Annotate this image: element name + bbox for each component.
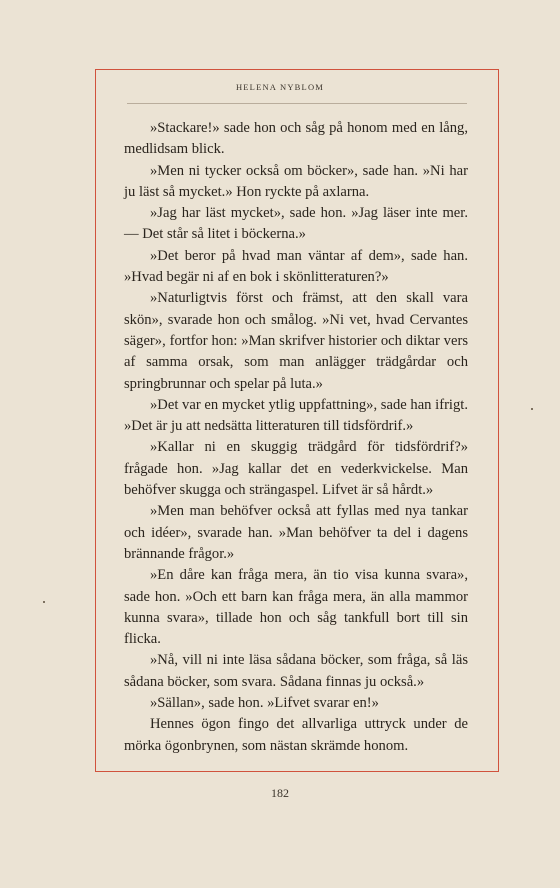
paragraph: »Men ni tycker också om böcker», sade han. »Ni har ju läst så mycket.» Hon ryckte på axlarna. bbox=[124, 162, 468, 200]
paragraph: »Jag har läst mycket», sade hon. »Jag läser inte mer. — Det står så litet i böckerna.» bbox=[124, 205, 468, 243]
body-text bbox=[124, 118, 468, 757]
paragraph: »En dåre kan fråga mera, än tio visa kunna svara», sade hon. »Och ett barn kan fråga mera, än alla mammor kunna svara», tillade hon och såg tankfull bort till sin flicka. bbox=[124, 567, 468, 648]
header-rule bbox=[127, 103, 467, 104]
paragraph: »Nå, vill ni inte läsa sådana böcker, som fråga, så läs sådana böcker, som svara. Sådana finnas ju också.» bbox=[124, 652, 468, 690]
paragraph: »Det var en mycket ytlig uppfattning», sade han ifrigt. »Det är ju att nedsätta litteraturen till tidsfördrif.» bbox=[124, 396, 468, 435]
page-number: 182 bbox=[271, 786, 289, 800]
paragraph: Hennes ögon fingo det allvarliga uttryck under de mörka ögonbrynen, som nästan skrämde honom. bbox=[124, 716, 468, 754]
paragraph: »Det beror på hvad man väntar af dem», sade han. »Hvad begär ni af en bok i skönlitteraturen?» bbox=[124, 247, 468, 286]
paragraph: »Stackare!» sade hon och såg på honom med en lång, medlidsam blick. bbox=[124, 120, 468, 158]
paragraph: »Kallar ni en skuggig trädgård för tidsfördrif?» frågade hon. »Jag kallar det en vederkvickelse. Man behöfver skugga och strängaspel. Lifvet är så hårdt.» bbox=[124, 439, 468, 499]
paragraph: »Naturligtvis först och främst, att den skall vara skön», svarade hon och smålog. »Ni vet, hvad Cervantes säger», fortfor hon: »Man skrifver historier och diktar vers af samma orsak, som man anlägger trädgårdar och springbrunnar och spelar på luta.» bbox=[124, 290, 468, 392]
paper-speck bbox=[531, 408, 533, 410]
paragraph: »Sällan», sade hon. »Lifvet svarar en!» bbox=[150, 695, 379, 712]
paragraph: »Men man behöfver också att fyllas med nya tankar och idéer», svarade han. »Man behöfver ta del i dagens brännande frågor.» bbox=[124, 503, 468, 562]
paper-speck bbox=[43, 601, 45, 603]
running-head: HELENA NYBLOM bbox=[235, 82, 325, 92]
